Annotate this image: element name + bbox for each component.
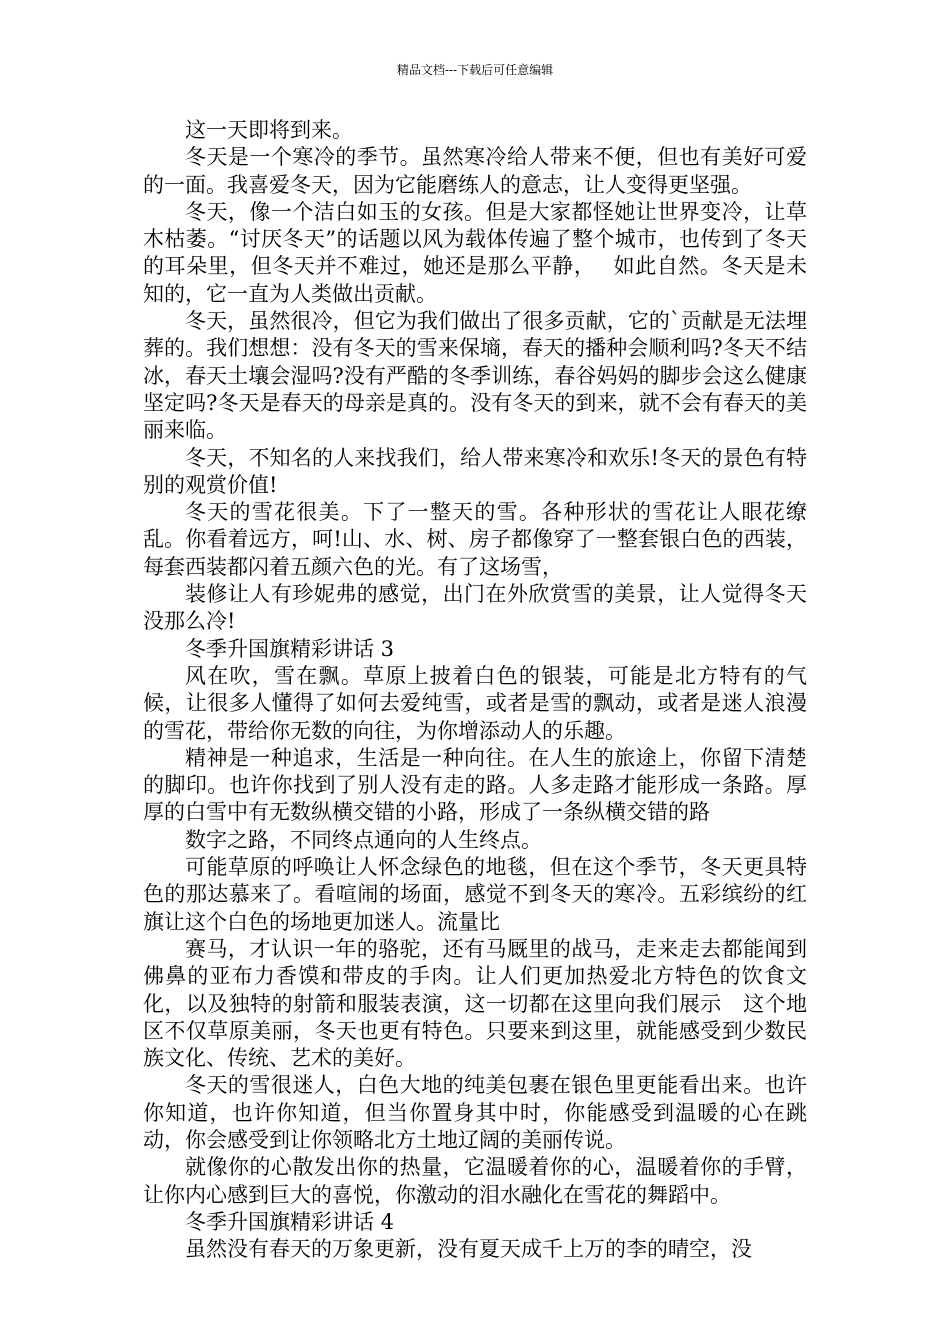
paragraph: 冬天，不知名的人来找我们，给人带来寒冷和欢乐!冬天的景色有特别的观赏价值! [143, 445, 807, 497]
paragraph: 赛马，才认识一年的骆驼，还有马厩里的战马，走来走去都能闻到佛鼻的亚布力香馍和带皮的手肉。让人们更加热爱北方特色的饮食文化，以及独特的射箭和服装表演，这一切都在这里向我们展示 这个地区不仅草原美丽，冬天也更有特色。只要来到这里，就能感受到少数民族文化、传统、艺术的美好。 [143, 936, 807, 1071]
section-heading: 冬季升国旗精彩讲话 4 [185, 1209, 395, 1234]
paragraph: 可能草原的呼唤让人怀念绿色的地毯，但在这个季节，冬天更具特色的那达慕来了。看喧闹的场面，感觉不到冬天的寒冷。五彩缤纷的红旗让这个白色的场地更加迷人。流量比 [143, 855, 807, 934]
paragraph: 风在吹，雪在飘。草原上披着白色的银装，可能是北方特有的气候，让很多人懂得了如何去爱纯雪，或者是雪的飘动，或者是迷人浪漫的雪花，带给你无数的向往，为你增添动人的乐趣。 [143, 663, 807, 743]
paragraph: 就像你的心散发出你的热量，它温暖着你的心，温暖着你的手臂，让你内心感到巨大的喜悦，你激动的泪水融化在雪花的舞蹈中。 [143, 1155, 807, 1207]
page-header: 精品文档---下载后可任意编辑 [396, 63, 554, 77]
paragraph: 冬天是一个寒冷的季节。虽然寒冷给人带来不便，但也有美好可爱的一面。我喜爱冬天，因为它能磨练人的意志，让人变得更坚强。 [143, 145, 807, 197]
document-body [143, 117, 807, 1263]
paragraph: 冬天，虽然很冷，但它为我们做出了很多贡献，它的`贡献是无法埋葬的。我们想想：没有冬天的雪来保墒，春天的播种会顺利吗?冬天不结冰，春天土壤会湿吗?没有严酷的冬季训练，春谷妈妈的脚步会这么健康坚定吗?冬天是春天的母亲是真的。没有冬天的到来，就不会有春天的美丽来临。 [143, 309, 807, 443]
paragraph: 精神是一种追求，生活是一种向往。在人生的旅途上，你留下清楚的脚印。也许你找到了别人没有走的路。人多走路才能形成一条路。厚厚的白雪中有无数纵横交错的小路，形成了一条纵横交错的路 [143, 745, 807, 825]
paragraph: 数字之路，不同终点通向的人生终点。 [185, 827, 542, 852]
paragraph: 装修让人有珍妮弗的感觉，出门在外欣赏雪的美景，让人觉得冬天没那么冷! [143, 582, 807, 634]
paragraph: 虽然没有春天的万象更新，没有夏天成千上万的李的晴空，没 [185, 1237, 752, 1262]
section-heading: 冬季升国旗精彩讲话 3 [185, 636, 395, 661]
paragraph: 冬天的雪很迷人，白色大地的纯美包裹在银色里更能看出来。也许你知道，也许你知道，但当你置身其中时，你能感受到温暖的心在跳动，你会感受到让你领略北方土地辽阔的美丽传说。 [143, 1073, 807, 1152]
paragraph: 这一天即将到来。 [185, 118, 353, 142]
paragraph: 冬天，像一个洁白如玉的女孩。但是大家都怪她让世界变冷，让草木枯萎。“讨厌冬天”的话题以风为载体传遍了整个城市，也传到了冬天的耳朵里，但冬天并不难过，她还是那么平静， 如此自然。冬天是未知的，它一直为人类做出贡献。 [143, 199, 807, 306]
paragraph: 冬天的雪花很美。下了一整天的雪。各种形状的雪花让人眼花缭乱。你看着远方，呵!山、水、树、房子都像穿了一整套银白色的西装，每套西装都闪着五颜六色的光。有了这场雪， [143, 500, 807, 579]
